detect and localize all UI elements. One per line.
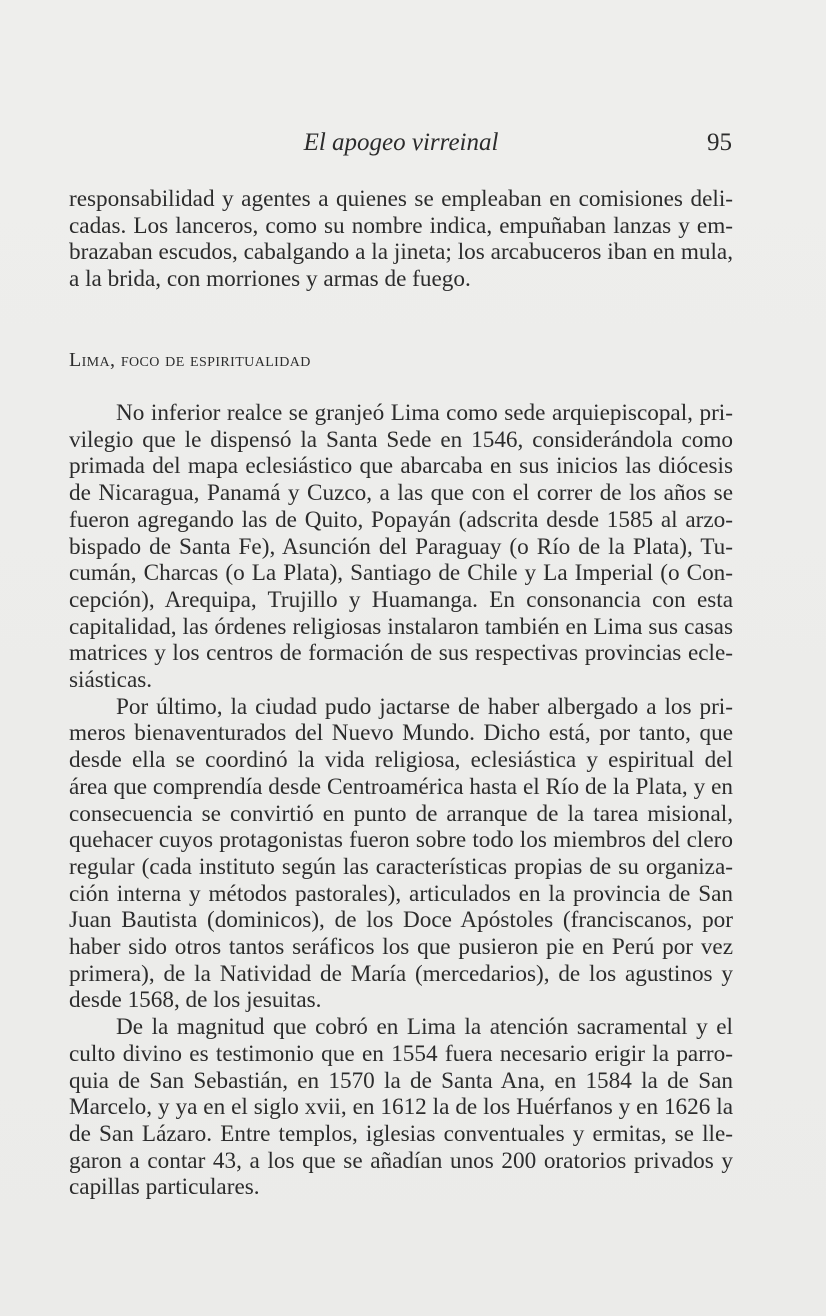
section-body <box>69 400 733 1201</box>
running-title: El apogeo virreinal <box>303 129 499 156</box>
intro-text-block <box>69 186 733 293</box>
intro-paragraph: responsabilidad y agentes a quienes se empleaban en comisiones delicadas. Los lanceros, como su nombre indica, empuñaban lanzas y embrazaban escudos, cabalgando a la jineta; los arcabuceros iban en mula, a la brida, con morriones y armas de fuego. <box>69 186 733 293</box>
section-paragraph-3: De la magnitud que cobró en Lima la atención sacramental y el culto divino es testimonio que en 1554 fuera necesario erigir la parroquia de San Sebastián, en 1570 la de Santa Ana, en 1584 la de San Marcelo, y ya en el siglo xvii, en 1612 la de los Huérfanos y en 1626 la de San Lázaro. Entre templos, iglesias conventuales y ermitas, se llegaron a contar 43, a los que se añadían unos 200 oratorios privados y capillas particulares. <box>69 1014 733 1201</box>
section-paragraph-2: Por último, la ciudad pudo jactarse de haber albergado a los primeros bienaventurados del Nuevo Mundo. Dicho está, por tanto, que desde ella se coordinó la vida religiosa, eclesiástica y espiritual del área que comprendía desde Centroamérica hasta el Río de la Plata, y en consecuencia se convirtió en punto de arranque de la tarea misional, quehacer cuyos protagonistas fueron sobre todo los miembros del clero regular (cada instituto según las características propias de su organización interna y métodos pastorales), articulados en la provincia de San Juan Bautista (dominicos), de los Doce Apóstoles (franciscanos, por haber sido otros tantos seráficos los que pusieron pie en Perú por vez primera), de la Natividad de María (mercedarios), de los agustinos y desde 1568, de los jesuitas. <box>69 693 733 1014</box>
running-header <box>70 129 732 161</box>
section-paragraph-1: No inferior realce se granjeó Lima como sede arquiepiscopal, privilegio que le dispensó la Santa Sede en 1546, considerándola como primada del mapa eclesiástico que abarcaba en sus inicios las diócesis de Nicaragua, Panamá y Cuzco, a las que con el correr de los años se fueron agregando las de Quito, Popayán (adscrita desde 1585 al arzobispado de Santa Fe), Asunción del Paraguay (o Río de la Plata), Tucumán, Charcas (o La Plata), Santiago de Chile y La Imperial (o Concepción), Arequipa, Trujillo y Huamanga. En consonancia con esta capitalidad, las órdenes religiosas instalaron también en Lima sus casas matrices y los centros de formación de sus respectivas provincias eclesiásticas. <box>69 400 733 694</box>
page-number: 95 <box>707 129 732 156</box>
section-heading: Lima, foco de espiritualidad <box>69 349 311 371</box>
